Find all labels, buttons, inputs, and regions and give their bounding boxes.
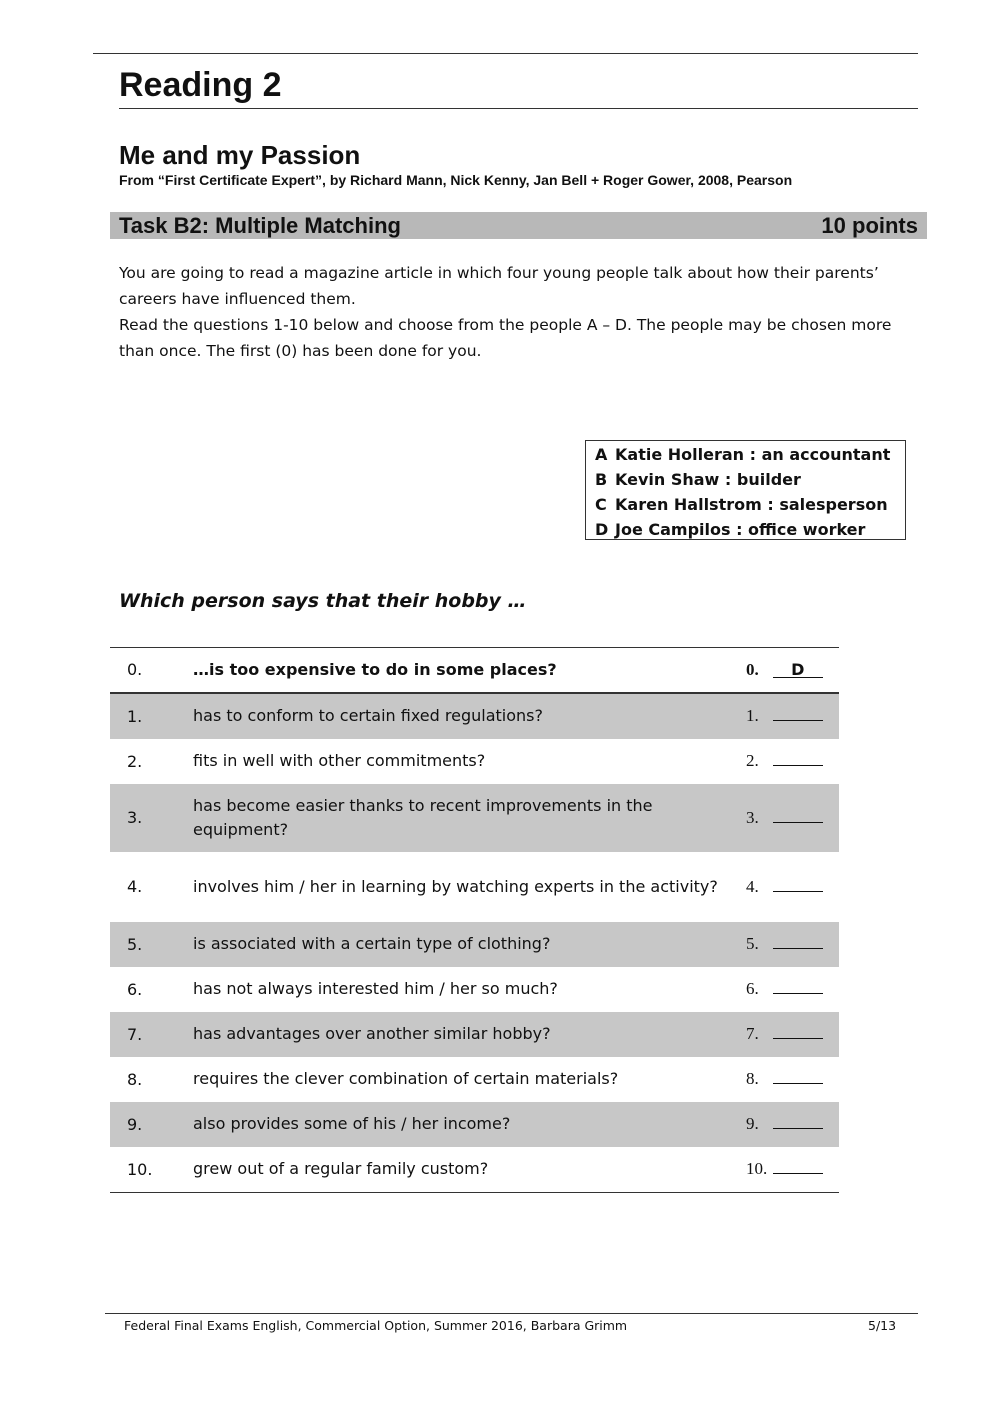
answer-label: 7.: [746, 1024, 759, 1043]
title-rule: [119, 108, 918, 109]
question-text: …is too expensive to do in some places?: [193, 648, 744, 693]
answer-cell: [744, 852, 839, 922]
question-text: has not always interested him / her so much?: [193, 979, 558, 998]
question-row-3: [110, 784, 839, 852]
answer-cell: [744, 784, 839, 852]
answer-cell: [744, 648, 839, 693]
instructions: [119, 260, 919, 364]
person-letter: B: [595, 470, 608, 489]
answer-cell: [744, 922, 839, 967]
answer-blank[interactable]: [773, 877, 823, 892]
question-number: 2.: [127, 751, 143, 771]
person-label: Karen Hallstrom : salesperson: [615, 495, 888, 514]
question-row-8: [110, 1057, 839, 1102]
task-points: 10 points: [821, 212, 918, 238]
person-letter: A: [595, 445, 608, 464]
instruction-paragraph: Read the questions 1-10 below and choose from the people A – D. The people may be chosen more than once. The first (0) has been done for you.: [119, 316, 892, 360]
answer-cell: [744, 1012, 839, 1057]
person-label: Joe Campilos : office worker: [615, 520, 866, 539]
answer-blank[interactable]: [773, 1069, 823, 1084]
question-number: 5.: [110, 922, 193, 967]
answer-blank[interactable]: [773, 808, 823, 823]
question-text: has become easier thanks to recent improvements in the equipment?: [193, 784, 744, 852]
answer-blank[interactable]: [773, 751, 823, 766]
question-row-6: [110, 967, 839, 1012]
answer-label: 2.: [746, 751, 759, 770]
question-row-10: [110, 1147, 839, 1193]
answer-label: 6.: [746, 979, 759, 998]
question-number: 0.: [110, 648, 193, 693]
question-number: 4.: [127, 877, 143, 896]
person-row: [595, 517, 896, 542]
question-number: 10.: [127, 1159, 153, 1179]
question-row-1: [110, 693, 839, 739]
answer-label: 3.: [746, 807, 759, 827]
question-row-2: [110, 739, 839, 784]
answer-blank[interactable]: [773, 1114, 823, 1129]
task-name: Task B2: Multiple Matching: [119, 212, 401, 238]
answer-label: 5.: [746, 934, 759, 953]
question-text: also provides some of his / her income?: [193, 1102, 744, 1147]
person-letter: D: [595, 520, 609, 539]
person-row: [595, 467, 896, 492]
question-text: has to conform to certain fixed regulations?: [193, 693, 744, 739]
answer-blank[interactable]: [773, 979, 823, 994]
person-row: [595, 492, 896, 517]
question-number: 9.: [110, 1102, 193, 1147]
answer-cell: [744, 1147, 839, 1193]
question-text: has advantages over another similar hobby?: [193, 1012, 744, 1057]
answer-blank[interactable]: [773, 706, 823, 721]
person-label: Kevin Shaw : builder: [615, 470, 801, 489]
question-row-9: [110, 1102, 839, 1147]
answer-label: 8.: [746, 1069, 759, 1088]
footer-text: Federal Final Exams English, Commercial Option, Summer 2016, Barbara Grimm: [124, 1318, 628, 1333]
answer-cell: [744, 1057, 839, 1102]
answer-label: 0.: [746, 659, 759, 679]
answer-cell: [744, 967, 839, 1012]
question-row-0: [110, 648, 839, 693]
question-text: involves him / her in learning by watching experts in the activity?: [193, 876, 718, 896]
question-number: 7.: [110, 1012, 193, 1057]
answer-blank[interactable]: [773, 1024, 823, 1039]
top-rule: [93, 53, 918, 54]
question-row-7: [110, 1012, 839, 1057]
answer-cell: [744, 1102, 839, 1147]
person-label: Katie Holleran : an accountant: [615, 445, 891, 464]
question-number: 1.: [110, 693, 193, 739]
question-text: grew out of a regular family custom?: [193, 1159, 489, 1179]
answer-label: 1.: [746, 706, 759, 725]
question-number: 6.: [127, 979, 143, 999]
answer-label: 10.: [746, 1159, 768, 1179]
page-number: 5/13: [868, 1318, 897, 1333]
person-row: [595, 442, 896, 467]
page-title: Reading 2: [119, 66, 282, 104]
question-number: 8.: [127, 1069, 143, 1089]
question-row-5: [110, 922, 839, 967]
answer-label: 4.: [746, 876, 759, 896]
answer-blank[interactable]: D: [773, 663, 823, 678]
instruction-paragraph: You are going to read a magazine article in which four young people talk about how their parents’ careers have influenced them.: [119, 264, 879, 308]
answer-label: 9.: [746, 1114, 759, 1133]
people-box: [585, 440, 906, 540]
article-title: Me and my Passion: [119, 140, 361, 170]
question-text: is associated with a certain type of clothing?: [193, 922, 744, 967]
answer-cell: [744, 739, 839, 784]
answer-blank[interactable]: [773, 1159, 823, 1174]
questions-table: [110, 647, 839, 1193]
answer-blank[interactable]: [773, 934, 823, 949]
person-letter: C: [595, 495, 607, 514]
source-citation: From “First Certificate Expert”, by Richard Mann, Nick Kenny, Jan Bell + Roger Gower, 2008, Pearson: [119, 172, 793, 188]
question-number: 3.: [110, 784, 193, 852]
footer-rule: [105, 1313, 918, 1314]
question-row-4: [110, 852, 839, 922]
question-intro: Which person says that their hobby …: [119, 590, 527, 612]
question-text: requires the clever combination of certain materials?: [193, 1069, 619, 1088]
question-text: fits in well with other commitments?: [193, 751, 486, 770]
task-header: [110, 212, 927, 239]
answer-cell: [744, 693, 839, 739]
